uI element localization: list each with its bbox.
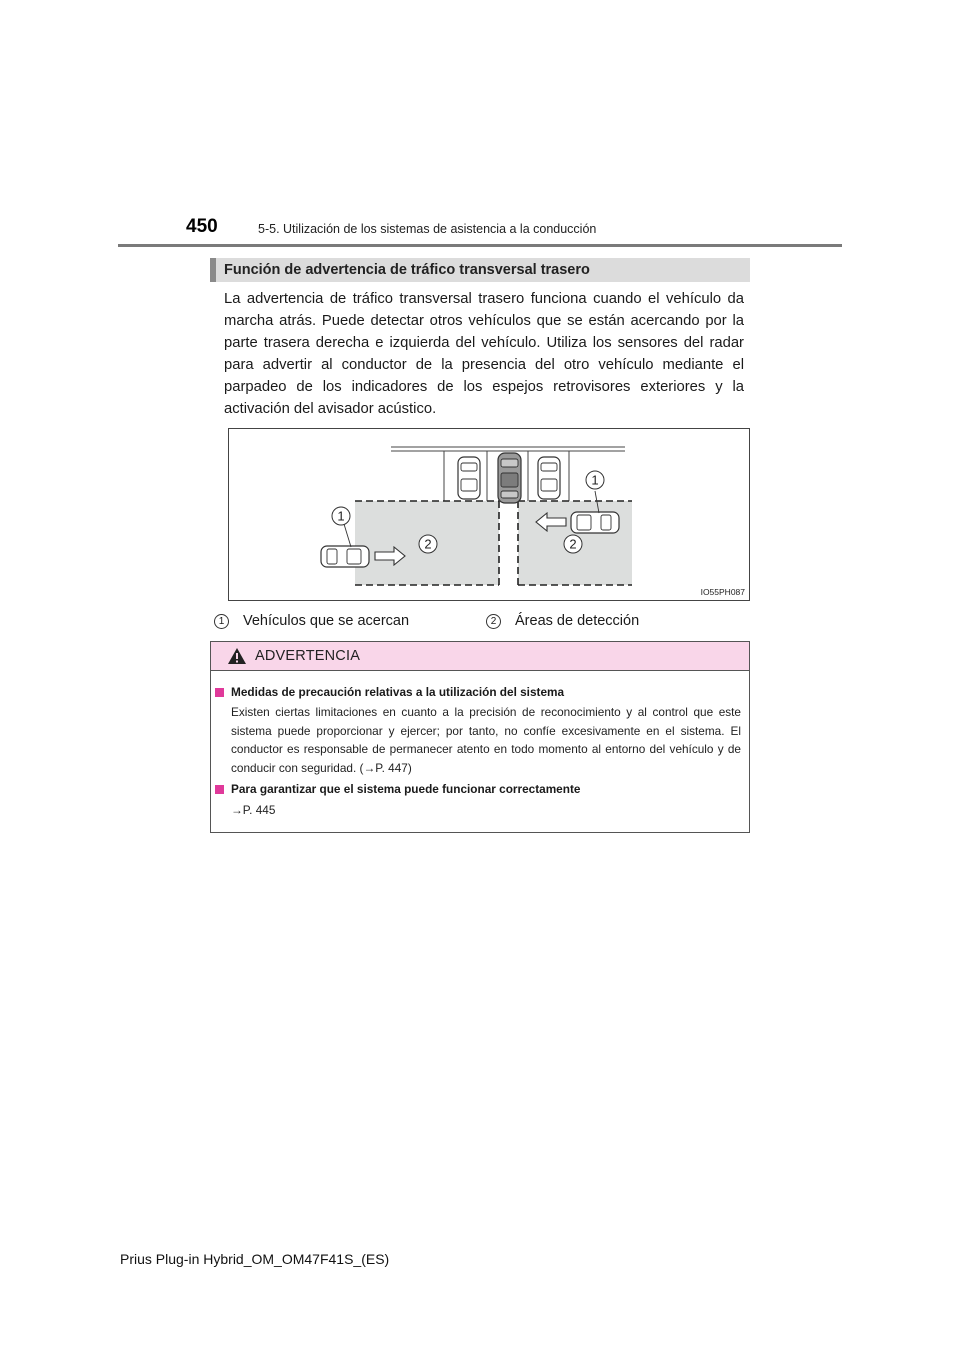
legend-number: 1: [214, 614, 229, 629]
bullet-square-icon: [215, 688, 224, 697]
callout-number: 2: [424, 536, 432, 552]
warning-item-title: [215, 685, 564, 699]
section-title: Función de advertencia de tráfico transversal trasero: [224, 262, 590, 278]
legend-item: [486, 613, 639, 629]
bullet-square-icon: [215, 785, 224, 794]
warning-item-title-text: Para garantizar que el sistema puede funcionar correctamente: [231, 782, 581, 796]
rcta-diagram: [228, 428, 750, 601]
section-body: La advertencia de tráfico transversal trasero funciona cuando el vehículo da marcha atrás. Puede detectar otros vehículos que se están acercando por la parte trasera derecha e izquierda del vehículo. Utiliza los sensores del radar para advertir al conductor de la presencia del otro vehículo mediante el parpadeo de los indicadores de los espejos retrovisores exteriores y la activación del avisador acústico.: [224, 291, 744, 417]
legend-number: 2: [486, 614, 501, 629]
warning-item-title-text: Medidas de precaución relativas a la utilización del sistema: [231, 685, 565, 699]
legend-label: Vehículos que se acercan: [243, 613, 410, 629]
warning-header: [211, 642, 749, 671]
reversing-car: [498, 453, 521, 503]
warning-triangle-icon: [227, 647, 247, 665]
breadcrumb: 5-5. Utilización de los sistemas de asistencia a la conducción: [258, 222, 597, 236]
approaching-car-right: [571, 512, 619, 533]
page-number: 450: [186, 216, 218, 237]
warning-item-text: →P. 445: [231, 803, 276, 817]
warning-box: [210, 641, 750, 833]
callout-number: 1: [337, 508, 345, 524]
callout-number: 1: [591, 472, 599, 488]
parked-car: [458, 457, 480, 499]
warning-item-text: Existen ciertas limitaciones en cuanto a la precisión de reconocimiento y al control que este sistema puede proporcionar y ejercer; por tanto, no confíe excesivamente en el sistema. El conductor es responsable de permanecer atento en todo momento al entorno del vehículo y de conducir con seguridad. (→P. 447): [231, 705, 741, 775]
warning-title: ADVERTENCIA: [255, 648, 361, 664]
callout-leader: [344, 524, 351, 547]
approaching-car-left: [321, 546, 369, 567]
footer-document-code: Prius Plug-in Hybrid_OM_OM47F41S_(ES): [120, 1251, 390, 1267]
callout-number: 2: [569, 536, 577, 552]
header-rule: [118, 244, 842, 247]
parked-car: [538, 457, 560, 499]
legend-item: [214, 613, 409, 629]
figure-code: IO55PH087: [700, 587, 745, 597]
legend-label: Áreas de detección: [515, 613, 640, 629]
warning-item-title: [215, 782, 580, 796]
rcta-diagram-svg: [229, 429, 751, 602]
